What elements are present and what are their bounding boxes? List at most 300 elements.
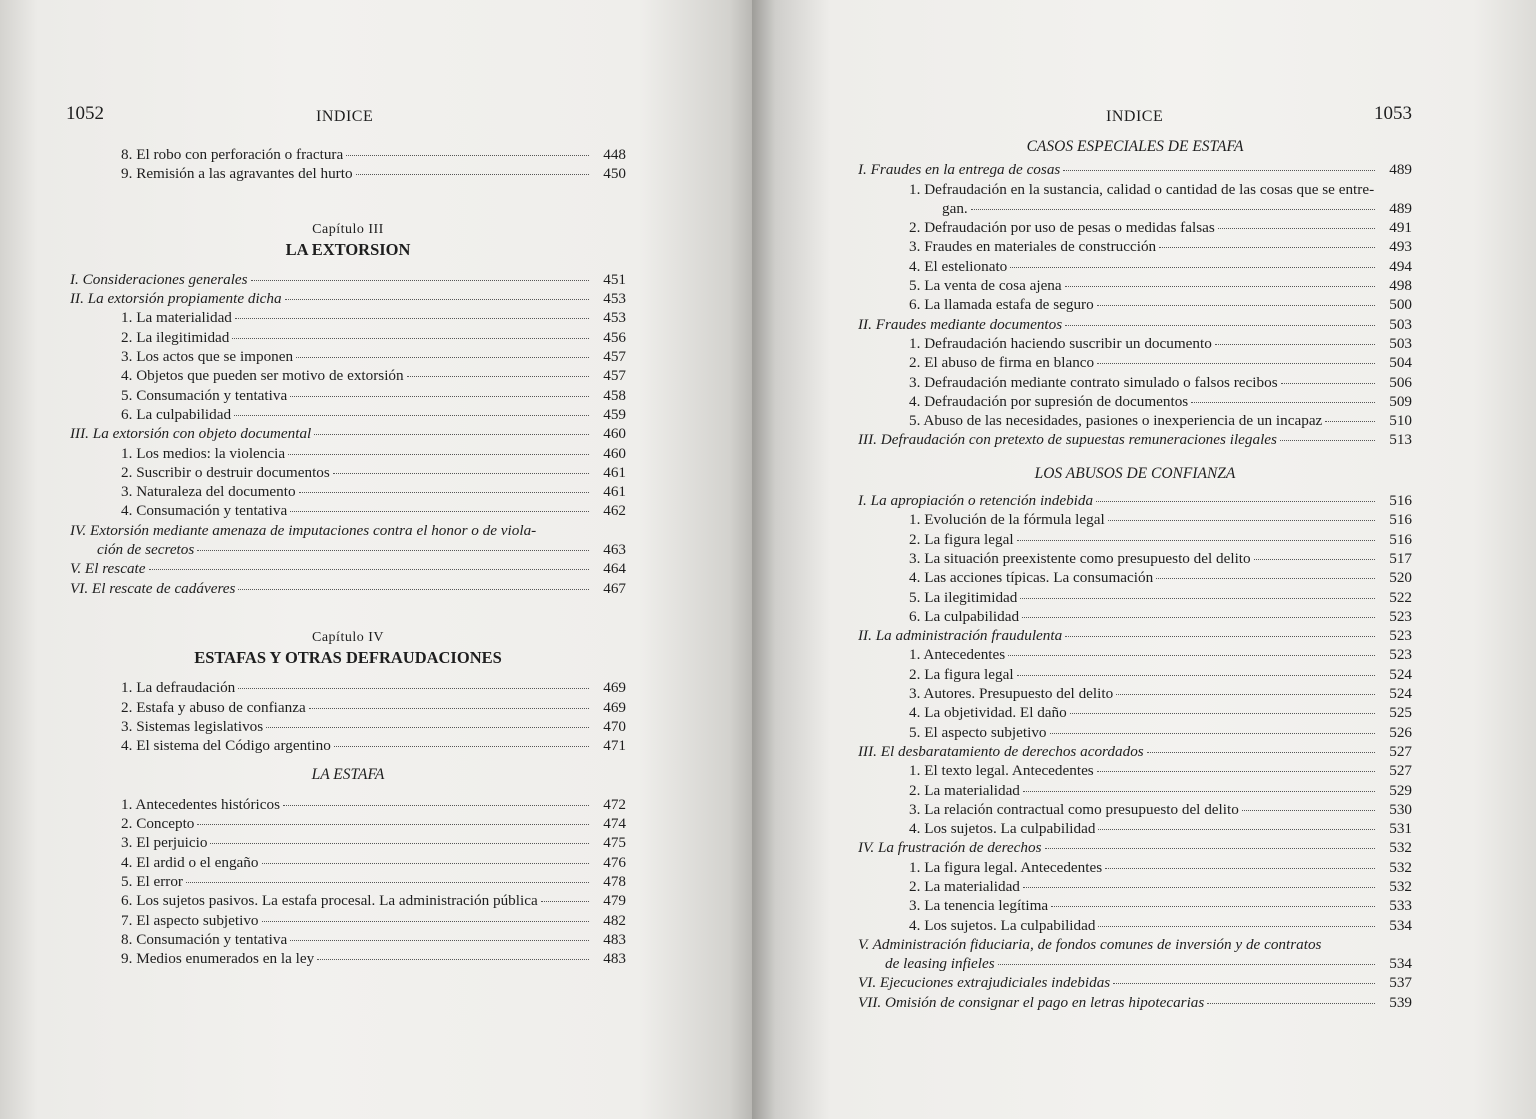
dot-leader [235, 318, 589, 319]
page-number: 1053 [1374, 103, 1412, 124]
toc-page-number: 469 [603, 679, 626, 697]
toc-entry [70, 559, 626, 578]
toc-page-number: 469 [603, 698, 626, 716]
toc-entry-label: II. La administración fraudulenta [858, 627, 1063, 645]
toc-page-number: 472 [603, 795, 626, 813]
toc-entry [858, 954, 1412, 973]
dot-leader [356, 174, 589, 175]
toc-entry-label: V. El rescate [70, 560, 146, 578]
toc-page-number: 450 [603, 165, 626, 183]
toc-page-number: 463 [603, 541, 626, 559]
toc-page-number: 526 [1389, 723, 1412, 741]
toc-entry-label: 6. La llamada estafa de seguro [909, 296, 1094, 314]
toc-entry [70, 145, 626, 164]
toc-entry-label: VII. Omisión de consignar el pago en letras hipotecarias [858, 993, 1205, 1011]
toc-entry-label: 4. Los sujetos. La culpabilidad [909, 916, 1096, 934]
toc-entry [858, 160, 1412, 179]
toc-entry [858, 819, 1412, 838]
dot-leader [1281, 383, 1375, 384]
toc-page-number: 527 [1389, 742, 1412, 760]
toc-page-number: 489 [1389, 199, 1412, 217]
toc-entry-label: 2. Concepto [121, 815, 195, 833]
toc-entry-label: 2. El abuso de firma en blanco [909, 354, 1095, 372]
dot-leader [238, 589, 589, 590]
toc-page-number: 506 [1389, 373, 1412, 391]
dot-leader [1147, 752, 1375, 753]
toc-page-number: 467 [603, 579, 626, 597]
toc-entry [858, 491, 1412, 510]
toc-page-number: 493 [1389, 238, 1412, 256]
dot-leader [262, 863, 590, 864]
toc-entry [858, 276, 1412, 295]
toc-entry-label: IV. La frustración de derechos [858, 839, 1042, 857]
toc-entry-label: V. Administración fiduciaria, de fondos comunes de inversión y de contratos [858, 935, 1322, 953]
toc-entry [858, 218, 1412, 237]
toc-page-number: 459 [603, 405, 626, 423]
toc-entry [858, 896, 1412, 915]
toc-entry-label: 3. Los actos que se imponen [121, 348, 294, 366]
toc-page-number: 475 [603, 834, 626, 852]
toc-entry-label: 1. El texto legal. Antecedentes [909, 762, 1094, 780]
toc-entry [858, 742, 1412, 761]
chapter-label: Capítulo III [312, 221, 384, 237]
toc-entry-label: 6. Los sujetos pasivos. La estafa procesal. La administración pública [121, 892, 538, 910]
toc-entry [70, 814, 626, 833]
toc-page-number: 489 [1389, 161, 1412, 179]
toc-entry [70, 405, 626, 424]
toc-entry [858, 430, 1412, 449]
dot-leader [1065, 636, 1375, 637]
toc-page-number: 498 [1389, 277, 1412, 295]
dot-leader [197, 824, 589, 825]
toc-entry-label: II. La extorsión propiamente dicha [70, 290, 282, 308]
toc-page-number: 537 [1389, 974, 1412, 992]
toc-entry-label: 1. Antecedentes históricos [121, 795, 281, 813]
toc-page-number: 451 [603, 270, 626, 288]
dot-leader [285, 299, 589, 300]
dot-leader [296, 357, 589, 358]
toc-page-number: 491 [1389, 219, 1412, 237]
toc-entry [70, 930, 626, 949]
dot-leader [1010, 267, 1375, 268]
dot-leader [1191, 402, 1375, 403]
toc-entry [70, 911, 626, 930]
toc-entry-label: 1. La defraudación [121, 679, 236, 697]
toc-entry [70, 482, 626, 501]
toc-page-number: 458 [603, 386, 626, 404]
toc-entry [70, 540, 626, 559]
table-of-contents [858, 137, 1412, 1012]
toc-entry [70, 853, 626, 872]
toc-entry-label: I. Consideraciones generales [70, 270, 248, 288]
toc-entry [70, 444, 626, 463]
toc-entry-continued [858, 180, 1412, 199]
toc-entry [858, 353, 1412, 372]
table-of-contents [70, 145, 626, 968]
toc-entry [70, 347, 626, 366]
toc-page-number: 534 [1389, 916, 1412, 934]
toc-entry-label: 2. La figura legal [909, 530, 1014, 548]
toc-page-number: 457 [603, 348, 626, 366]
dot-leader [1097, 363, 1375, 364]
toc-entry [70, 386, 626, 405]
toc-page-number: 478 [603, 872, 626, 890]
dot-leader [1063, 170, 1375, 171]
toc-entry [70, 795, 626, 814]
toc-entry [858, 199, 1412, 218]
toc-entry-label: 2. La materialidad [909, 781, 1020, 799]
toc-entry-label: 8. El robo con perforación o fractura [121, 146, 344, 163]
toc-entry [858, 761, 1412, 780]
dot-leader [197, 550, 589, 551]
dot-leader [1070, 713, 1375, 714]
toc-entry-label: 5. El error [121, 872, 183, 890]
toc-entry-label: 1. Los medios: la violencia [121, 444, 286, 462]
dot-leader [314, 434, 589, 435]
toc-page-number: 523 [1389, 627, 1412, 645]
section-heading: CASOS ESPECIALES DE ESTAFA [1026, 138, 1244, 155]
toc-entry [858, 237, 1412, 256]
toc-entry [70, 698, 626, 717]
toc-page-number: 523 [1389, 646, 1412, 664]
toc-entry [70, 579, 626, 598]
toc-entry-label: 9. Medios enumerados en la ley [121, 950, 315, 968]
dot-leader [288, 454, 589, 455]
toc-entry-label: 4. El sistema del Código argentino [121, 737, 331, 755]
toc-page-number: 520 [1389, 569, 1412, 587]
toc-entry-label: 1. Defraudación en la sustancia, calidad o cantidad de las cosas que se entre- [909, 180, 1375, 198]
toc-page-number: 464 [603, 560, 626, 578]
dot-leader [1020, 598, 1375, 599]
toc-entry [858, 993, 1412, 1012]
chapter-label: Capítulo IV [312, 629, 384, 645]
section-heading: LA ESTAFA [311, 766, 385, 784]
toc-entry [70, 949, 626, 968]
toc-page-number: 527 [1389, 762, 1412, 780]
toc-entry-label: II. Fraudes mediante documentos [858, 315, 1063, 333]
toc-entry-label: 2. Defraudación por uso de pesas o medidas falsas [909, 219, 1215, 237]
toc-entry-label: 2. Suscribir o destruir documentos [121, 463, 330, 481]
toc-page-number: 476 [603, 853, 626, 871]
spacer [70, 261, 626, 270]
dot-leader [186, 882, 589, 883]
toc-entry-label: 7. El aspecto subjetivo [121, 911, 259, 929]
toc-entry [858, 334, 1412, 353]
section-heading: LOS ABUSOS DE CONFIANZA [1034, 464, 1236, 482]
toc-entry-label: 2. Estafa y abuso de confianza [121, 698, 306, 716]
toc-page-number: 462 [603, 502, 626, 520]
dot-leader [1023, 887, 1375, 888]
toc-entry [858, 568, 1412, 587]
toc-page-number: 500 [1389, 296, 1412, 314]
running-head: INDICE [316, 108, 374, 125]
toc-entry-label: 1. Defraudación haciendo suscribir un documento [909, 334, 1212, 352]
dot-leader [1254, 559, 1375, 560]
toc-entry [858, 645, 1412, 664]
toc-page-number: 483 [603, 950, 626, 968]
page-number: 1052 [66, 103, 104, 124]
dot-leader [998, 964, 1375, 965]
right-page [752, 0, 1536, 1119]
toc-page-number: 522 [1389, 588, 1412, 606]
toc-page-number: 534 [1389, 955, 1412, 973]
toc-entry [858, 373, 1412, 392]
toc-page-number: 448 [603, 146, 626, 163]
toc-page-number: 504 [1389, 354, 1412, 372]
toc-page-number: 503 [1389, 315, 1412, 333]
dot-leader [1017, 540, 1375, 541]
dot-leader [1017, 675, 1375, 676]
toc-entry-label: 5. Consumación y tentativa [121, 386, 288, 404]
dot-leader [1050, 733, 1375, 734]
toc-entry-label: 3. Naturaleza del documento [121, 483, 296, 501]
toc-page-number: 533 [1389, 897, 1412, 915]
spacer [70, 785, 626, 795]
toc-entry [858, 723, 1412, 742]
spacer [858, 450, 1412, 464]
toc-entry [858, 607, 1412, 626]
toc-entry-label: 4. Consumación y tentativa [121, 502, 288, 520]
toc-entry [858, 877, 1412, 896]
dot-leader [290, 940, 589, 941]
dot-leader [234, 415, 589, 416]
toc-entry [858, 626, 1412, 645]
toc-page-number: 453 [603, 309, 626, 327]
toc-entry [70, 678, 626, 697]
dot-leader [309, 708, 589, 709]
toc-entry [70, 270, 626, 289]
dot-leader [971, 209, 1375, 210]
toc-page-number: 470 [603, 717, 626, 735]
dot-leader [299, 492, 589, 493]
dot-leader [262, 921, 589, 922]
dot-leader [1097, 305, 1375, 306]
dot-leader [1097, 771, 1375, 772]
dot-leader [1023, 791, 1375, 792]
toc-entry-label: 3. Fraudes en materiales de construcción [909, 238, 1157, 256]
spacer [70, 755, 626, 765]
dot-leader [1215, 344, 1375, 345]
toc-entry-label: 2. La ilegitimidad [121, 328, 230, 346]
toc-entry-label: gan. [942, 199, 968, 217]
dot-leader [1116, 694, 1375, 695]
toc-page-number: 471 [603, 737, 626, 755]
toc-page-number: 529 [1389, 781, 1412, 799]
toc-page-number: 517 [1389, 549, 1412, 567]
toc-entry [70, 872, 626, 891]
toc-page-number: 532 [1389, 877, 1412, 895]
toc-entry-label: 4. El ardid o el engaño [121, 853, 259, 871]
toc-page-number: 479 [603, 892, 626, 910]
toc-entry-label: 4. La objetividad. El daño [909, 704, 1067, 722]
dot-leader [1098, 926, 1375, 927]
toc-entry [858, 916, 1412, 935]
spacer [70, 669, 626, 678]
toc-page-number: 531 [1389, 820, 1412, 838]
toc-entry [858, 858, 1412, 877]
toc-entry-label: 4. Las acciones típicas. La consumación [909, 569, 1154, 587]
dot-leader [1065, 286, 1375, 287]
toc-entry-label: 5. El aspecto subjetivo [909, 723, 1047, 741]
toc-entry [70, 736, 626, 755]
dot-leader [407, 376, 589, 377]
toc-page-number: 483 [603, 930, 626, 948]
toc-entry-continued [858, 935, 1412, 954]
chapter-title: ESTAFAS Y OTRAS DEFRAUDACIONES [194, 648, 502, 668]
dot-leader [541, 901, 589, 902]
toc-page-number: 523 [1389, 607, 1412, 625]
toc-entry [70, 164, 626, 183]
toc-entry [70, 424, 626, 443]
toc-page-number: 516 [1389, 511, 1412, 529]
toc-page-number: 524 [1389, 685, 1412, 703]
toc-entry-label: 4. Objetos que pueden ser motivo de extorsión [121, 367, 404, 385]
toc-page-number: 494 [1389, 257, 1412, 275]
dot-leader [1022, 617, 1375, 618]
dot-leader [1108, 520, 1375, 521]
toc-page-number: 516 [1389, 492, 1412, 510]
dot-leader [1156, 578, 1375, 579]
dot-leader [1008, 655, 1375, 656]
toc-entry-label: de leasing infieles [885, 955, 995, 973]
toc-page-number: 460 [603, 444, 626, 462]
toc-entry [70, 833, 626, 852]
toc-page-number: 457 [603, 367, 626, 385]
dot-leader [1113, 983, 1375, 984]
toc-entry-label: 9. Remisión a las agravantes del hurto [121, 165, 353, 183]
dot-leader [1159, 247, 1375, 248]
toc-entry-label: 4. Defraudación por supresión de documentos [909, 392, 1189, 410]
dot-leader [1242, 810, 1375, 811]
toc-entry [858, 392, 1412, 411]
toc-entry-continued [70, 521, 626, 540]
dot-leader [1207, 1003, 1375, 1004]
toc-entry [858, 703, 1412, 722]
toc-page-number: 510 [1389, 412, 1412, 430]
toc-page-number: 461 [603, 483, 626, 501]
chapter-title: LA EXTORSION [285, 239, 411, 259]
toc-entry-label: ción de secretos [97, 541, 195, 559]
toc-entry-label: 3. El perjuicio [121, 834, 208, 852]
toc-page-number: 532 [1389, 839, 1412, 857]
toc-entry-label: 5. La ilegitimidad [909, 588, 1018, 606]
dot-leader [1105, 868, 1375, 869]
dot-leader [290, 396, 589, 397]
toc-entry-label: 3. Sistemas legislativos [121, 717, 264, 735]
toc-entry-label: 3. Defraudación mediante contrato simulado o falsos recibos [909, 373, 1278, 391]
toc-entry-label: 4. El estelionato [909, 257, 1008, 275]
dot-leader [290, 511, 589, 512]
toc-page-number: 509 [1389, 392, 1412, 410]
dot-leader [283, 805, 589, 806]
toc-page-number: 503 [1389, 334, 1412, 352]
toc-entry [858, 295, 1412, 314]
toc-entry [70, 328, 626, 347]
dot-leader [1218, 228, 1375, 229]
dot-leader [232, 338, 589, 339]
toc-entry [858, 257, 1412, 276]
toc-entry-label: 3. La tenencia legítima [909, 897, 1049, 915]
toc-entry-label: 3. La situación preexistente como presupuesto del delito [909, 549, 1251, 567]
toc-page-number: 456 [603, 328, 626, 346]
toc-entry-label: 1. La materialidad [121, 309, 232, 327]
toc-entry [858, 781, 1412, 800]
dot-leader [266, 727, 589, 728]
dot-leader [1325, 421, 1375, 422]
toc-entry-label: 8. Consumación y tentativa [121, 930, 288, 948]
toc-entry [70, 289, 626, 308]
toc-entry [70, 463, 626, 482]
dot-leader [1280, 440, 1375, 441]
dot-leader [317, 959, 589, 960]
toc-page-number: 461 [603, 463, 626, 481]
toc-entry [70, 891, 626, 910]
toc-entry-label: 6. La culpabilidad [909, 607, 1020, 625]
toc-entry [858, 530, 1412, 549]
toc-entry [858, 510, 1412, 529]
toc-entry [858, 973, 1412, 992]
toc-page-number: 516 [1389, 530, 1412, 548]
dot-leader [1098, 829, 1375, 830]
toc-entry [70, 308, 626, 327]
toc-entry [70, 717, 626, 736]
toc-entry [70, 501, 626, 520]
toc-entry-label: 5. Abuso de las necesidades, pasiones o inexperiencia de un incapaz [909, 412, 1323, 430]
left-page [0, 0, 752, 1119]
toc-entry [858, 411, 1412, 430]
toc-entry [858, 315, 1412, 334]
toc-entry-label: I. La apropiación o retención indebida [858, 492, 1094, 510]
running-head: INDICE [1106, 108, 1164, 125]
toc-page-number: 539 [1389, 993, 1412, 1011]
toc-entry-label: 4. Los sujetos. La culpabilidad [909, 820, 1096, 838]
toc-page-number: 482 [603, 911, 626, 929]
dot-leader [251, 280, 589, 281]
spacer [70, 184, 626, 220]
toc-entry-label: III. Defraudación con pretexto de supuestas remuneraciones ilegales [858, 431, 1277, 449]
toc-entry-label: III. La extorsión con objeto documental [70, 425, 312, 443]
toc-page-number: 532 [1389, 858, 1412, 876]
dot-leader [346, 155, 589, 156]
toc-entry [70, 366, 626, 385]
dot-leader [1051, 906, 1375, 907]
toc-entry [858, 800, 1412, 819]
toc-page-number: 453 [603, 290, 626, 308]
toc-page-number: 530 [1389, 800, 1412, 818]
dot-leader [334, 746, 589, 747]
toc-page-number: 513 [1389, 431, 1412, 449]
toc-entry-label: 5. La venta de cosa ajena [909, 277, 1062, 295]
toc-entry-label: 1. Evolución de la fórmula legal [909, 511, 1105, 529]
toc-page-number: 460 [603, 425, 626, 443]
toc-entry [858, 588, 1412, 607]
toc-entry [858, 549, 1412, 568]
toc-entry [858, 684, 1412, 703]
toc-entry-label: 6. La culpabilidad [121, 405, 232, 423]
dot-leader [149, 569, 590, 570]
toc-entry-label: 1. Antecedentes [909, 646, 1006, 664]
toc-entry-label: 3. La relación contractual como presupuesto del delito [909, 800, 1239, 818]
toc-entry-label: VI. Ejecuciones extrajudiciales indebidas [858, 974, 1111, 992]
toc-entry [858, 838, 1412, 857]
spacer [858, 483, 1412, 491]
toc-page-number: 525 [1389, 704, 1412, 722]
dot-leader [1045, 848, 1375, 849]
toc-entry-label: IV. Extorsión mediante amenaza de imputaciones contra el honor o de viola- [70, 521, 537, 539]
dot-leader [210, 843, 589, 844]
dot-leader [1096, 501, 1375, 502]
toc-entry-label: 1. La figura legal. Antecedentes [909, 858, 1103, 876]
